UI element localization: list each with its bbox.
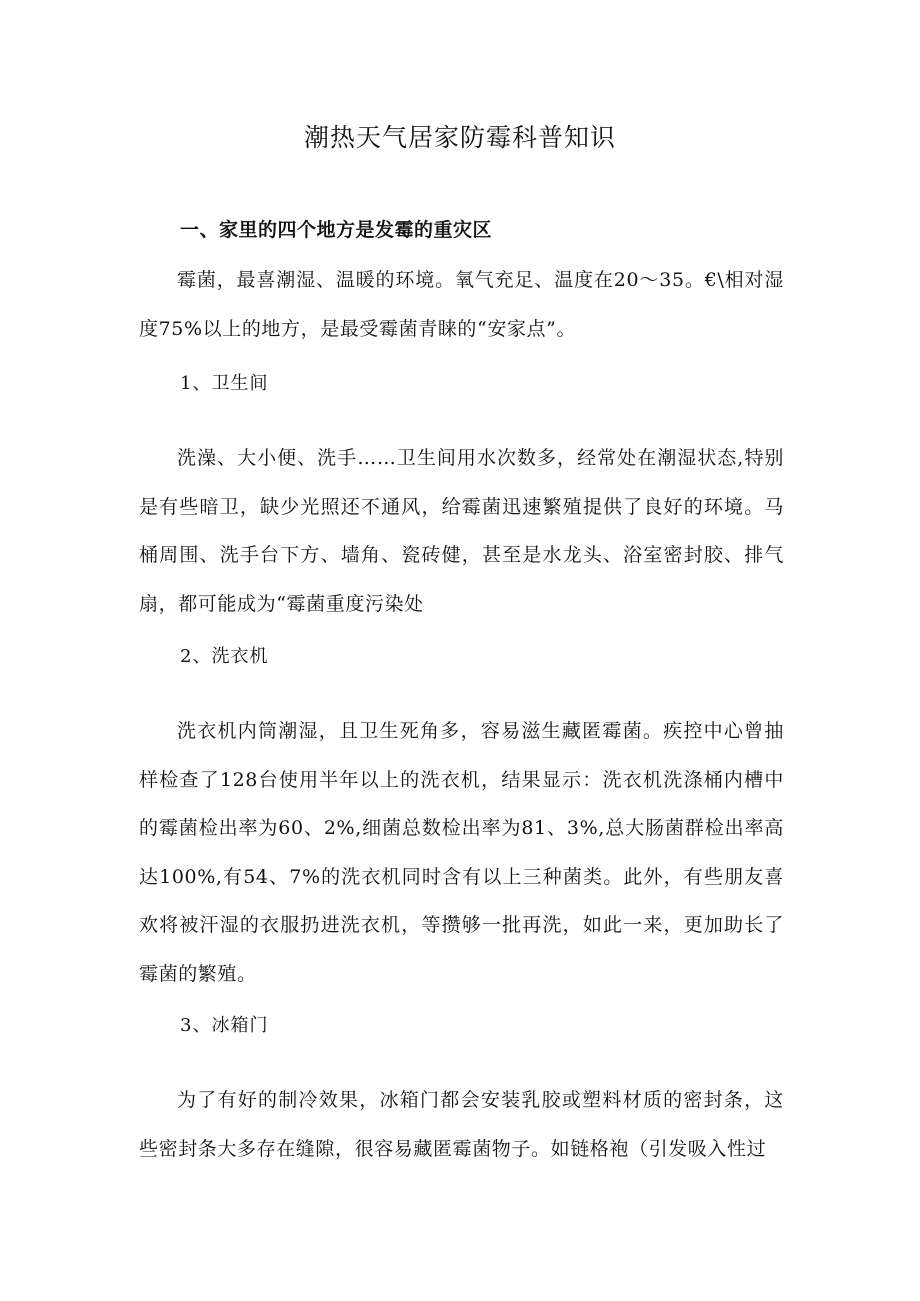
intro-paragraph: 霉菌，最喜潮湿、温暖的环境。氧气充足、温度在20～35。€\相对湿度75%以上的地方，是最受霉菌青睐的“安家点”。 [139,269,784,340]
paragraph-bathroom: 洗澡、大小便、洗手……卫生间用水次数多，经常处在潮湿状态,特别是有些暗卫，缺少光照还不通风，给霉菌迅速繁殖提供了良好的环境。马桶周围、洗手台下方、墙角、瓷砖健，甚至是水龙头、浴室密封胶、排气扇，都可能成为“霉菌重度污染处 [139,447,784,615]
subheading-fridge-door: 3、冰箱门 [180,1015,269,1036]
page-title: 潮热天气居家防霉科普知识 [303,123,616,152]
paragraph-fridge-door: 为了有好的制冷效果，冰箱门都会安装乳胶或塑料材质的密封条，这些密封条大多存在缝隙，很容易藏匿霉菌物子。如链格袍（引发吸入性过 [139,1089,784,1160]
paragraph-washing-machine: 洗衣机内筒潮湿，且卫生死角多，容易滋生藏匿霉菌。疾控中心曾抽样检查了128台使用半年以上的洗衣机，结果显示：洗衣机洗涤桶内槽中的霉菌检出率为60、2%,细菌总数检出率为81、3%,总大肠菌群检出率高达100%,有54、7%的洗衣机同时含有以上三种菌类。此外，有些朋友喜欢将被汗湿的衣服扔进洗衣机，等攒够一批再洗，如此一来，更加助长了霉菌的繁殖。 [139,720,784,985]
subheading-bathroom: 1、卫生间 [180,373,269,394]
section-heading: 一、家里的四个地方是发霉的重灾区 [180,219,493,241]
subheading-washing-machine: 2、洗衣机 [180,646,269,667]
